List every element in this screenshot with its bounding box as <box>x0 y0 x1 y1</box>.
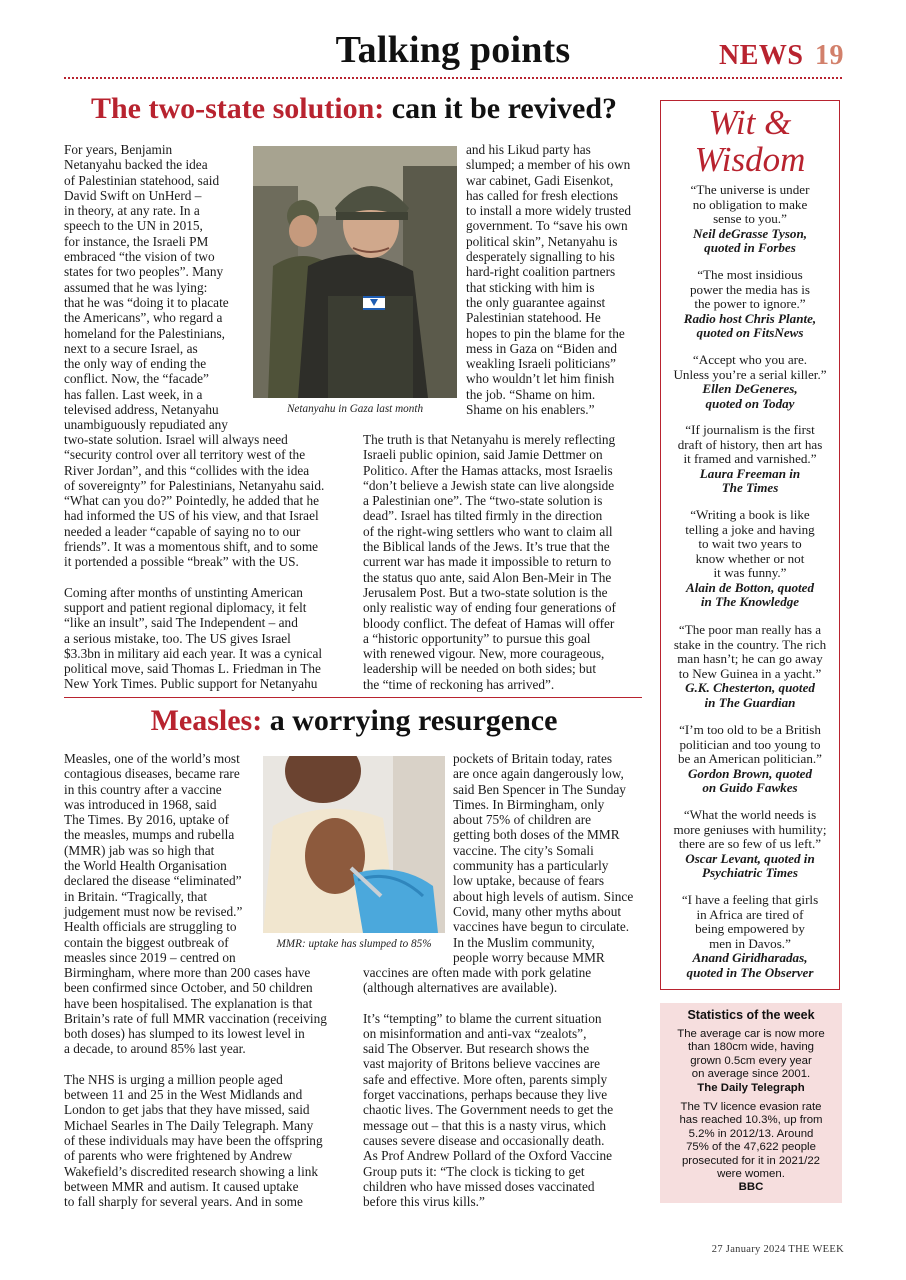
quote-text-line: power the media has is <box>690 281 810 297</box>
quote-source-line: in The Guardian <box>704 694 796 710</box>
quote-item <box>664 183 836 256</box>
text-line: was introduced in 1968, said <box>64 796 217 812</box>
text-line: to install a more widely trusted <box>466 203 632 219</box>
text-line: low uptake, because of fears <box>453 873 604 889</box>
text-line: Michael Searles in The Daily Telegraph. Many <box>64 1117 314 1133</box>
article1-caption: Netanyahu in Gaza last month <box>286 403 424 415</box>
text-line: It’s “tempting” to blame the current situation <box>363 1010 602 1026</box>
quote-text-line: man hasn’t; he can go away <box>677 651 823 666</box>
stat-text-line: has reached 10.3%, up from <box>679 1114 823 1127</box>
quote-item <box>664 508 836 610</box>
quote-text-line: there are so few of us left.” <box>678 836 822 851</box>
article1-headline-lead: The two-state solution: <box>90 92 385 125</box>
text-line: support and patient regional diplomacy, it felt <box>64 599 307 615</box>
quote-item <box>664 353 836 411</box>
stat-text-line: The TV licence evasion rate <box>680 1101 822 1113</box>
text-line: people worry because MMR <box>453 949 605 965</box>
text-line: vaccines are often made with pork gelatine <box>363 965 592 980</box>
text-line: Palestinian statehood. He <box>466 310 601 326</box>
wit-wisdom-title <box>660 104 840 178</box>
page-title: Talking points <box>335 29 571 71</box>
text-line: to fall sharply for several years. And in some <box>64 1194 303 1210</box>
text-line: between 11 and 25 in the West Midlands and <box>64 1087 303 1103</box>
text-line: chaotic lives. The Government needs to get the <box>363 1102 614 1118</box>
text-line: Birmingham, where more than 200 cases have <box>64 965 311 980</box>
article2-headline-lead: Measles: <box>150 704 263 737</box>
text-line: are once again dangerously low, <box>453 766 624 782</box>
quote-source-line: Oscar Levant, quoted in <box>685 850 815 866</box>
text-line: a “historic opportunity” to pursue this goal <box>363 630 591 646</box>
text-line: a Palestinian one”. The “two-state solution is <box>363 493 603 509</box>
article2-col1-top <box>64 751 260 965</box>
stat-text-line: on average since 2001. <box>691 1068 811 1081</box>
article2-col2-bottom <box>363 965 646 1209</box>
text-line: on misinformation and anti-vax “zealots”, <box>363 1025 587 1041</box>
text-line: both doses) has slumped to its lowest level in <box>64 1026 305 1042</box>
text-line: needed a leader “capable of saying no to our <box>64 523 301 539</box>
page-footer: 27 January 2024 THE WEEK <box>711 1244 844 1255</box>
stat-text-line: were women. <box>717 1168 785 1181</box>
text-line: been confirmed since October, and 50 children <box>64 980 313 996</box>
text-line: “like an insult”, said The Independent – and <box>64 615 298 631</box>
stat-source: The Daily Telegraph <box>697 1081 805 1094</box>
text-line: (MMR) jab was so high that <box>64 842 215 858</box>
text-line: televised address, Netanyahu <box>64 402 219 418</box>
text-line: As Prof Andrew Pollard of the Oxford Vaccine <box>363 1148 613 1164</box>
quote-text-line: men in Davos.” <box>709 935 791 951</box>
quote-text-line: “Accept who you are. <box>692 352 808 367</box>
quote-source-line: Laura Freeman in <box>699 465 801 481</box>
text-line: judgement must now be revised.” <box>64 903 243 919</box>
text-line: the World Health Organisation <box>64 858 227 874</box>
quote-source-line: in The Knowledge <box>700 594 800 609</box>
text-line: said The Observer. But research shows the <box>363 1041 590 1057</box>
text-line: Times. In Birmingham, only <box>453 796 605 812</box>
quote-text-line: “The poor man really has a <box>678 622 822 637</box>
text-line: Wakefield’s discredited research showing a link <box>64 1163 319 1179</box>
quote-text-line: telling a joke and having <box>685 521 815 537</box>
stat-text-line: 75% of the 47,622 people <box>686 1141 816 1154</box>
text-line: Jerusalem Post. But a two-state solution is the <box>363 584 608 600</box>
text-line: about 75% of children are <box>453 812 592 828</box>
wit-title-line2: Wisdom <box>694 140 806 179</box>
quote-text-line: to New Guinea in a yacht.” <box>678 665 822 681</box>
text-line: vaccines have begun to circulate. <box>453 919 630 935</box>
text-line: government. To “save his own <box>466 218 628 234</box>
soldier-illustration <box>253 146 457 398</box>
stat-item <box>666 1028 836 1095</box>
wit-title-line1: Wit & <box>708 103 792 142</box>
quote-source-line: Alain de Botton, quoted <box>685 579 815 595</box>
text-line: Israeli public opinion, said Jamie Dettmer on <box>363 447 603 463</box>
text-line: community has a particularly <box>453 858 609 874</box>
text-line: the job. “Shame on him. <box>466 386 596 402</box>
stat-text-line: than 180cm wide, having <box>687 1041 814 1054</box>
article-divider <box>64 697 642 698</box>
text-line: $3.3bn in military aid each year. It was a cynical <box>64 645 323 661</box>
quote-text-line: sense to you.” <box>713 211 787 226</box>
text-line: pockets of Britain today, rates <box>453 751 613 766</box>
text-line: embraced “the vision of two <box>64 249 215 265</box>
text-line: For years, Benjamin <box>64 142 173 157</box>
article2-headline-rest: a worrying resurgence <box>262 704 558 737</box>
quote-text-line: to wait two years to <box>698 536 802 551</box>
text-line: “What can you do?” Pointedly, he added that he <box>64 493 320 509</box>
text-line: weakling Israeli politicians” <box>466 356 616 372</box>
text-line: The Times. By 2016, uptake of <box>64 812 230 828</box>
text-line: Coming after months of unstinting American <box>64 584 303 600</box>
text-line: In the Muslim community, <box>453 934 595 950</box>
text-line: David Swift on UnHerd – <box>64 187 202 203</box>
stat-text-line: prosecuted for it in 2021/22 <box>681 1154 821 1167</box>
quote-source-line: The Times <box>721 480 779 495</box>
text-line: two-state solution. Israel will always need <box>64 432 288 447</box>
text-line: River Jordan”, and this “collides with the idea <box>64 462 310 478</box>
text-line: for instance, the Israeli PM <box>64 233 209 249</box>
quote-source-line: quoted in The Observer <box>686 964 814 980</box>
text-line: has called for fresh elections <box>466 187 619 203</box>
text-line: Measles, one of the world’s most <box>64 751 240 766</box>
quote-text-line: “The universe is under <box>690 182 810 197</box>
quote-source-line: Neil deGrasse Tyson, <box>692 225 808 241</box>
quote-text-line: stake in the country. The rich <box>673 636 827 652</box>
quote-text-line: it was funny.” <box>713 565 787 580</box>
text-line: Britain’s rate of full MMR vaccination (receiving <box>64 1010 327 1026</box>
quote-source-line: Ellen DeGeneres, <box>702 381 798 396</box>
text-line: speech to the UN in 2015, <box>64 218 203 234</box>
text-line: assumed that he was lying: <box>64 279 208 295</box>
quote-text-line: in Africa are tired of <box>696 906 804 922</box>
text-line: contagious diseases, became rare <box>64 766 240 782</box>
text-line: forget vaccinations, perhaps because they live <box>363 1087 608 1103</box>
text-line: Shame on his enablers.” <box>466 402 595 418</box>
text-line: children who have missed doses vaccinated <box>363 1178 595 1194</box>
text-line: it portended a possible “break” with the US. <box>64 554 299 570</box>
text-line: “don’t believe a Jewish state can live alongside <box>363 477 615 493</box>
text-line: homeland for the Palestinians, <box>64 325 226 341</box>
text-line: before this virus kills.” <box>363 1194 485 1210</box>
text-line: Politico. After the Hamas attacks, most Israelis <box>363 462 613 478</box>
text-line: slumped; a member of his own <box>466 157 631 173</box>
text-line: and his Likud party has <box>466 142 591 157</box>
text-line: only realistic way of ending four generations of <box>363 600 616 616</box>
text-line: The truth is that Netanyahu is merely reflecting <box>363 432 616 447</box>
article1-col2-top <box>466 142 646 417</box>
quote-item <box>664 268 836 341</box>
text-line: that sticking with him is <box>466 279 595 295</box>
quote-text-line: “The most insidious <box>697 267 803 282</box>
text-line: “security control over all territory west of the <box>64 447 306 463</box>
quote-item <box>664 723 836 796</box>
text-line: political skin”, Netanyahu is <box>466 233 618 249</box>
stat-text-line: grown 0.5cm every year <box>690 1054 812 1067</box>
text-line: Covid, many other myths about <box>453 903 622 919</box>
text-line: The NHS is urging a million people aged <box>64 1071 283 1087</box>
quote-item <box>664 808 836 881</box>
text-line: the status quo ante, said Alon Ben-Meir in The <box>363 569 612 585</box>
text-line: of these individuals may have been the offspring <box>64 1132 323 1148</box>
text-line: conflict. Now, the “facade” <box>64 371 209 387</box>
quote-text-line: “I’m too old to be a British <box>679 722 821 737</box>
text-line: has fallen. Last week, in a <box>64 386 203 402</box>
quote-item <box>664 893 836 980</box>
text-line: (although alternatives are available). <box>363 980 558 996</box>
text-line: the “time of reckoning has arrived”. <box>363 676 555 692</box>
article2-col1-bottom <box>64 965 356 1209</box>
netanyahu-photo <box>253 146 457 398</box>
quote-text-line: “Writing a book is like <box>690 507 810 522</box>
text-line: of sovereignty” for Palestinians, Netanyahu said. <box>64 477 325 493</box>
section-name: NEWS <box>719 40 804 71</box>
text-line: New York Times. Public support for Netanyahu <box>64 676 318 692</box>
text-line: a serious mistake, too. The US gives Israel <box>64 630 291 646</box>
text-line: declared the disease “eliminated” <box>64 873 242 889</box>
quote-source-line: quoted on Today <box>705 395 795 411</box>
text-line: vaccine. The city’s Somali <box>453 842 594 858</box>
text-line: Group puts it: “The clock is ticking to get <box>363 1163 585 1179</box>
text-line: of Palestinian statehood, said <box>64 172 220 188</box>
text-line: of parents who were frightened by Andrew <box>64 1148 293 1164</box>
quote-source-line: quoted in Forbes <box>704 240 796 255</box>
text-line: London to get jabs that they have missed, said <box>64 1102 310 1118</box>
article1-headline <box>64 92 644 126</box>
stat-source: BBC <box>738 1181 764 1194</box>
text-line: a decade, to around 85% last year. <box>64 1041 246 1057</box>
article2-headline <box>64 704 644 738</box>
quote-text-line: it framed and varnished.” <box>683 451 817 466</box>
stat-text-line: 5.2% in 2012/13. Around <box>688 1127 814 1140</box>
stat-text-line: The average car is now more <box>677 1028 825 1040</box>
text-line: vast majority of Britons believe vaccines are <box>363 1056 601 1072</box>
section-label <box>719 40 844 72</box>
text-line: current war has made it impossible to return to <box>363 554 612 570</box>
page-number: 19 <box>815 40 844 71</box>
article2-caption: MMR: uptake has slumped to 85% <box>276 938 432 950</box>
text-line: that he was “doing it to placate <box>64 294 229 310</box>
quote-source-line: on Guido Fawkes <box>702 780 798 795</box>
text-line: the measles, mumps and rubella <box>64 827 235 843</box>
text-line: political move, said Thomas L. Friedman in The <box>64 661 321 677</box>
quote-item <box>664 623 836 710</box>
text-line: the only way of ending the <box>64 356 207 372</box>
text-line: Health officials are struggling to <box>64 919 237 935</box>
quote-text-line: “If journalism is the first <box>685 422 815 437</box>
quote-source-line: Radio host Chris Plante, <box>683 310 817 326</box>
vaccination-photo <box>263 756 445 933</box>
quote-text-line: being empowered by <box>695 921 805 936</box>
text-line: of the right-wing settlers who want to claim all <box>363 523 613 539</box>
quote-source-line: Gordon Brown, quoted <box>687 765 813 781</box>
quote-text-line: “I have a feeling that girls <box>681 892 819 907</box>
text-line: Netanyahu backed the idea <box>64 157 208 173</box>
quote-text-line: be an American politician.” <box>678 751 822 766</box>
text-line: the only guarantee against <box>466 294 606 310</box>
text-line: dead”. Israel has tilted firmly in the direction <box>363 508 603 524</box>
quote-item <box>664 423 836 496</box>
text-line: about high levels of autism. Since <box>453 888 634 904</box>
text-line: had informed the US of his view, and that Israel <box>64 508 319 524</box>
text-line: next to a secure Israel, as <box>64 340 198 356</box>
article1-col1-top <box>64 142 254 433</box>
text-line: in this country after a vaccine <box>64 781 222 797</box>
text-line: getting both doses of the MMR <box>453 827 620 843</box>
text-line: in Britain. “Tragically, that <box>64 888 208 904</box>
stat-item <box>666 1101 836 1195</box>
text-line: unambiguously repudiated any <box>64 417 228 433</box>
text-line: who wouldn’t let him finish <box>466 371 615 387</box>
text-line: states for two peoples”. Many <box>64 264 224 280</box>
text-line: safe and effective. More often, parents simply <box>363 1071 608 1087</box>
text-line: hopes to pin the blame for the <box>466 325 625 341</box>
header-divider <box>64 77 842 79</box>
article1-col2-bottom <box>363 432 646 692</box>
text-line: in theory, at any rate. In a <box>64 203 200 219</box>
text-line: mess in Gaza on “Biden and <box>466 340 618 356</box>
quote-text-line: Unless you’re a serial killer.” <box>673 366 827 382</box>
quote-source-line: Anand Giridharadas, <box>692 950 808 965</box>
text-line: the Americans”, who regard a <box>64 310 223 326</box>
text-line: bloody conflict. The defeat of Hamas will offer <box>363 615 615 631</box>
text-line: contain the biggest outbreak of <box>64 934 229 950</box>
text-line: measles since 2019 – centred on <box>64 949 236 965</box>
article1-col1-bottom <box>64 432 356 692</box>
text-line: war cabinet, Gadi Eisenkot, <box>466 172 614 188</box>
article1-headline-rest: can it be revived? <box>384 92 618 125</box>
text-line: between MMR and autism. It caused uptake <box>64 1178 299 1194</box>
text-line: with renewed vigour. New, more courageous, <box>363 646 605 662</box>
text-line: have been hospitalised. The explanation is that <box>64 995 313 1011</box>
article2-col2-top <box>453 751 648 965</box>
quote-text-line: “What the world needs is <box>683 807 817 822</box>
text-line: leadership will be needed on both sides; but <box>363 661 597 677</box>
vaccination-illustration <box>263 756 445 933</box>
quote-text-line: draft of history, then art has <box>677 436 823 452</box>
text-line: the Biblical lands of the Jews. It’s true that the <box>363 539 610 555</box>
text-line: said Ben Spencer in The Sunday <box>453 781 626 797</box>
quote-source-line: G.K. Chesterton, quoted <box>685 680 815 695</box>
text-line: hard-right coalition partners <box>466 264 616 280</box>
stats-title: Statistics of the week <box>687 1008 815 1022</box>
quote-source-line: Psychiatric Times <box>702 865 798 880</box>
text-line: desperately signalling to his <box>466 249 615 265</box>
quote-source-line: quoted on FitsNews <box>696 325 804 340</box>
text-line: message out – that this is a nasty virus, which <box>363 1117 607 1133</box>
quote-text-line: no obligation to make <box>692 196 808 212</box>
quote-text-line: more geniuses with humility; <box>673 821 827 837</box>
quote-text-line: know whether or not <box>695 550 805 566</box>
quote-text-line: politician and too young to <box>679 736 821 752</box>
text-line: causes severe disease and occasionally death. <box>363 1132 605 1148</box>
text-line: friends”. It was a momentous shift, and to some <box>64 539 319 555</box>
quote-text-line: the power to ignore.” <box>694 296 806 311</box>
